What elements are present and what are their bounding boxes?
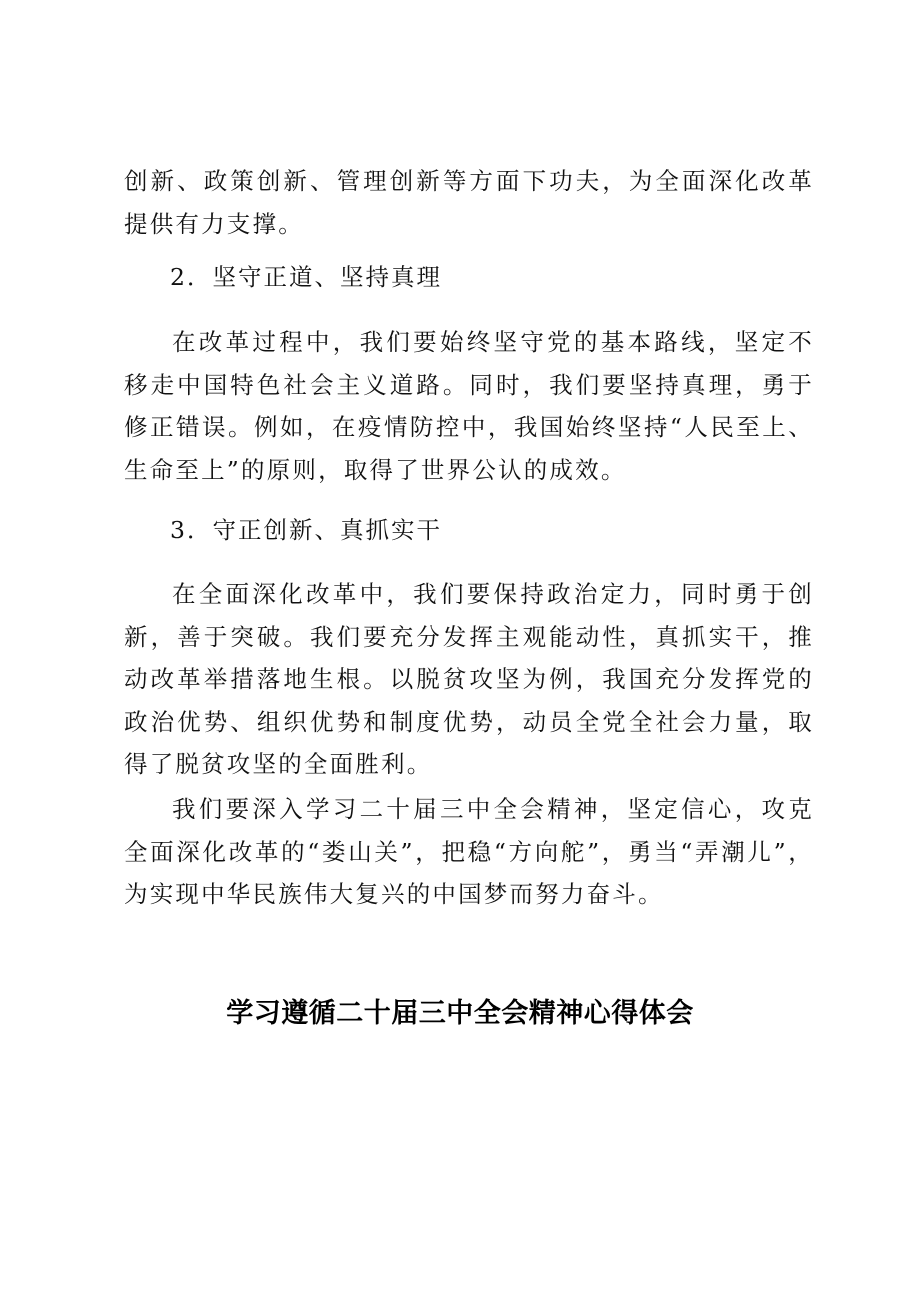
continued-paragraph: 创新、政策创新、管理创新等方面下功夫，为全面深化改革提供有力支撑。 bbox=[124, 167, 814, 238]
section-2-heading: 2．坚守正道、坚持真理 bbox=[170, 263, 442, 291]
section-3-heading: 3．守正创新、真抓实干 bbox=[170, 516, 442, 544]
section-3-paragraph: 在全面深化改革中，我们要保持政治定力，同时勇于创新，善于突破。我们要充分发挥主观能动性，真抓实干，推动改革举措落地生根。以脱贫攻坚为例，我国充分发挥党的政治优势、组织优势和制度优势，动员全党全社会力量，取得了脱贫攻坚的全面胜利。 bbox=[124, 580, 814, 778]
section-2-paragraph: 在改革过程中，我们要始终坚守党的基本路线，坚定不移走中国特色社会主义道路。同时，我们要坚持真理，勇于修正错误。例如，在疫情防控中，我国始终坚持“人民至上、生命至上”的原则，取得了世界公认的成效。 bbox=[124, 328, 814, 484]
next-article-title: 学习遵循二十届三中全会精神心得体会 bbox=[226, 998, 694, 1029]
closing-paragraph: 我们要深入学习二十届三中全会精神，坚定信心，攻克全面深化改革的“娄山关”，把稳“方向舵”，勇当“弄潮儿”，为实现中华民族伟大复兴的中国梦而努力奋斗。 bbox=[124, 795, 814, 908]
